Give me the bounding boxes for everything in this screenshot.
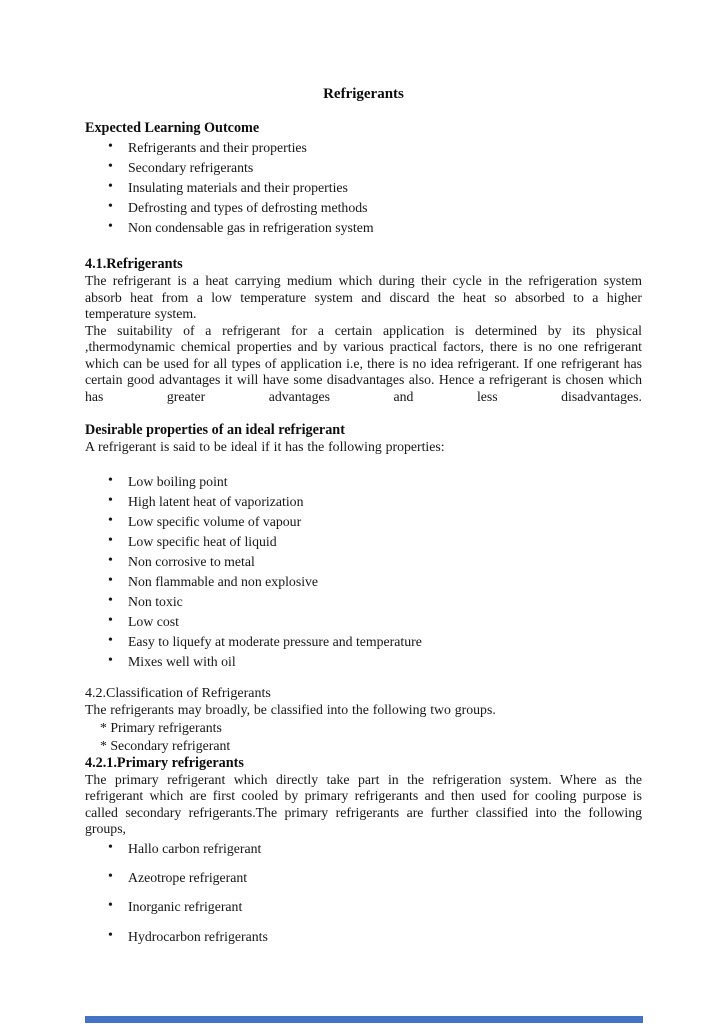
page-title: Refrigerants (323, 86, 404, 102)
list-item: • Mixes well with oil (128, 654, 642, 671)
ideal-properties-list (85, 474, 642, 670)
heading-4-2-1-primary-refrigerants: 4.2.1.Primary refrigerants (85, 754, 244, 771)
list-item: • Easy to liquefy at moderate pressure and temperature (128, 634, 642, 651)
list-item: • Inorganic refrigerant (128, 899, 642, 916)
list-item: • Low boiling point (128, 474, 642, 491)
paragraph-primary-refrigerants: The primary refrigerant which directly take part in the refrigeration system. Where as the refrigerant which are first cooled by primary refrigerants and then used for cooling purpose is called secondary refrigerants.The primary refrigerants are further classified into the following groups, (85, 771, 642, 837)
list-item: • Non flammable and non explosive (128, 574, 642, 591)
document-content (85, 86, 642, 958)
spacer (85, 406, 642, 422)
footer-accent-bar (85, 1016, 643, 1023)
paragraph-refrigerant-suitability: The suitability of a refrigerant for a certain application is determined by its physical ,thermodynamic chemical properties and by various practical factors, there is no one refrigerant which can be used for all types of application i.e, there is no idea refrigerant. If one refrigerant has certain good advantages it will have some disadvantages also. Hence a refrigerant is chosen which has greater advantages and less disadvantages. (85, 322, 642, 405)
learning-outcome-list (85, 140, 642, 237)
list-item: • High latent heat of vaporization (128, 494, 642, 511)
heading-desirable-properties: Desirable properties of an ideal refrigerant (85, 421, 345, 438)
starred-item-primary: * Primary refrigerants (100, 719, 222, 735)
paragraph-refrigerant-definition: The refrigerant is a heat carrying medium which during their cycle in the refrigeration system absorb heat from a low temperature system and discard the heat so absorbed to a higher temperature system. (85, 272, 642, 322)
list-item: • Azeotrope refrigerant (128, 870, 642, 887)
list-item: • Insulating materials and their properties (128, 180, 642, 197)
heading-4-2-classification: 4.2.Classification of Refrigerants (85, 686, 271, 702)
list-item: • Low specific volume of vapour (128, 514, 642, 531)
primary-refrigerant-types-list (85, 841, 642, 945)
spacer (85, 455, 642, 471)
list-item: • Defrosting and types of defrosting methods (128, 200, 642, 217)
spacer (85, 240, 642, 256)
list-item: • Non condensable gas in refrigeration system (128, 220, 642, 237)
paragraph-ideal-intro: A refrigerant is said to be ideal if it has the following properties: (85, 438, 445, 454)
list-item: • Low cost (128, 614, 642, 631)
list-item: • Non toxic (128, 594, 642, 611)
list-item: • Non corrosive to metal (128, 554, 642, 571)
list-item: • Hydrocarbon refrigerants (128, 929, 642, 946)
starred-item-secondary: * Secondary refrigerant (100, 737, 231, 753)
heading-4-1-refrigerants: 4.1.Refrigerants (85, 255, 183, 272)
list-item: • Hallo carbon refrigerant (128, 841, 642, 858)
list-item: • Refrigerants and their properties (128, 140, 642, 157)
spacer (85, 674, 642, 685)
heading-expected-learning-outcome: Expected Learning Outcome (85, 120, 260, 136)
list-item: • Low specific heat of liquid (128, 534, 642, 551)
list-item: • Secondary refrigerants (128, 160, 642, 177)
paragraph-classification-intro: The refrigerants may broadly, be classified into the following two groups. (85, 702, 496, 718)
